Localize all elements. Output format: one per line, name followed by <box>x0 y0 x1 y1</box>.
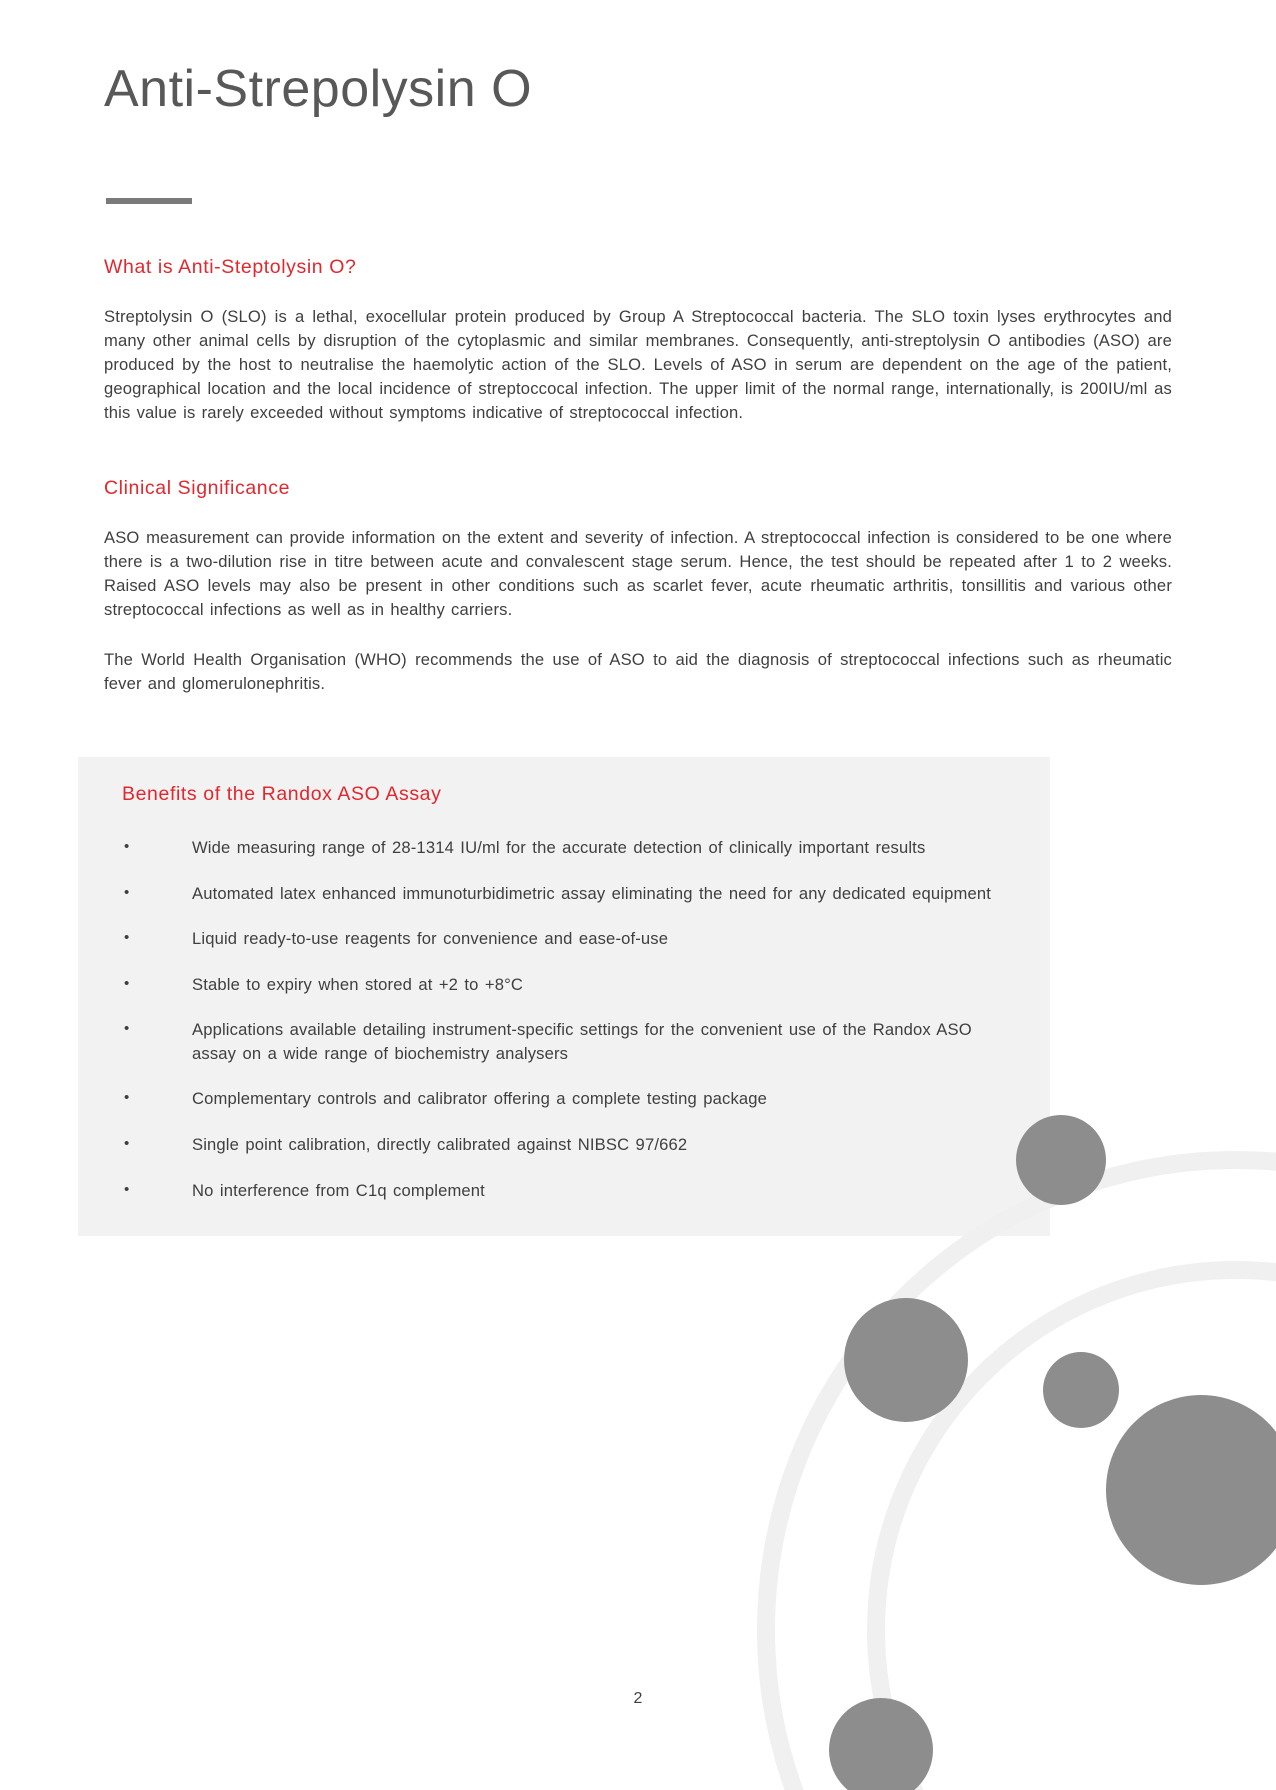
list-item <box>106 973 1020 997</box>
bullet-icon: • <box>124 838 130 855</box>
list-item <box>106 1018 1020 1065</box>
benefits-panel <box>78 757 1050 1236</box>
list-item <box>106 1179 1020 1203</box>
list-item <box>106 1087 1020 1111</box>
section-paragraph-clinical-1: ASO measurement can provide information on the extent and severity of infection. A streptococcal infection is considered to be one where there is a two-dilution rise in titre between acute and convalescent stage serum. Hence, the test should be repeated after 1 to 2 weeks. Raised ASO levels may also be present in other conditions such as scarlet fever, acute rheumatic arthritis, tonsillitis and various other streptococcal infections as well as in healthy carriers. <box>104 528 1172 620</box>
list-item-text: Automated latex enhanced immunoturbidimetric assay eliminating the need for any dedicated equipment <box>192 883 991 903</box>
benefits-list <box>106 836 1020 1202</box>
document-body <box>104 60 1172 696</box>
list-item-text: Liquid ready-to-use reagents for convenience and ease-of-use <box>192 929 669 949</box>
page-number: 2 <box>633 1690 643 1707</box>
section-heading-what-is: What is Anti-Steptolysin O? <box>104 255 357 278</box>
bullet-icon: • <box>124 974 130 992</box>
bullet-icon: • <box>124 1020 130 1038</box>
page-title: Anti-Strepolysin O <box>104 60 533 118</box>
list-item <box>106 882 1020 906</box>
title-divider <box>106 198 192 204</box>
bullet-icon: • <box>124 883 130 901</box>
bullet-icon: • <box>124 1180 130 1198</box>
section-paragraph-clinical-2: The World Health Organisation (WHO) recommends the use of ASO to aid the diagnosis of streptococcal infections such as rheumatic fever and glomerulonephritis. <box>104 650 1172 694</box>
list-item <box>106 1133 1020 1157</box>
list-item-text: Wide measuring range of 28-1314 IU/ml for the accurate detection of clinically important results <box>192 838 926 857</box>
benefits-panel-heading: Benefits of the Randox ASO Assay <box>122 783 442 805</box>
bullet-icon: • <box>124 929 130 947</box>
list-item <box>106 927 1020 951</box>
section-paragraph-what-is: Streptolysin O (SLO) is a lethal, exocellular protein produced by Group A Streptococcal bacteria. The SLO toxin lyses erythrocytes and many other animal cells by disruption of the cytoplasmic and similar membranes. Consequently, anti-streptolysin O antibodies (ASO) are produced by the host to neutralise the haemolytic action of the SLO. Levels of ASO in serum are dependent on the age of the patient, geographical location and the local incidence of streptoccocal infection. The upper limit of the normal range, internationally, is 200IU/ml as this value is rarely exceeded without symptoms indicative of streptococcal infection. <box>104 306 1172 422</box>
list-item <box>106 836 1020 860</box>
list-item-text: Stable to expiry when stored at +2 to +8°C <box>192 974 524 994</box>
list-item-text: Single point calibration, directly calibrated against NIBSC 97/662 <box>192 1134 688 1154</box>
list-item-text: No interference from C1q complement <box>192 1180 485 1200</box>
bullet-icon: • <box>124 1134 130 1152</box>
bullet-icon: • <box>124 1089 130 1107</box>
section-heading-clinical-significance: Clinical Significance <box>104 477 291 500</box>
list-item-text: Complementary controls and calibrator offering a complete testing package <box>192 1089 768 1109</box>
list-item-text: Applications available detailing instrument-specific settings for the convenient use of the Randox ASO assay on a wide range of biochemistry analysers <box>192 1020 972 1063</box>
